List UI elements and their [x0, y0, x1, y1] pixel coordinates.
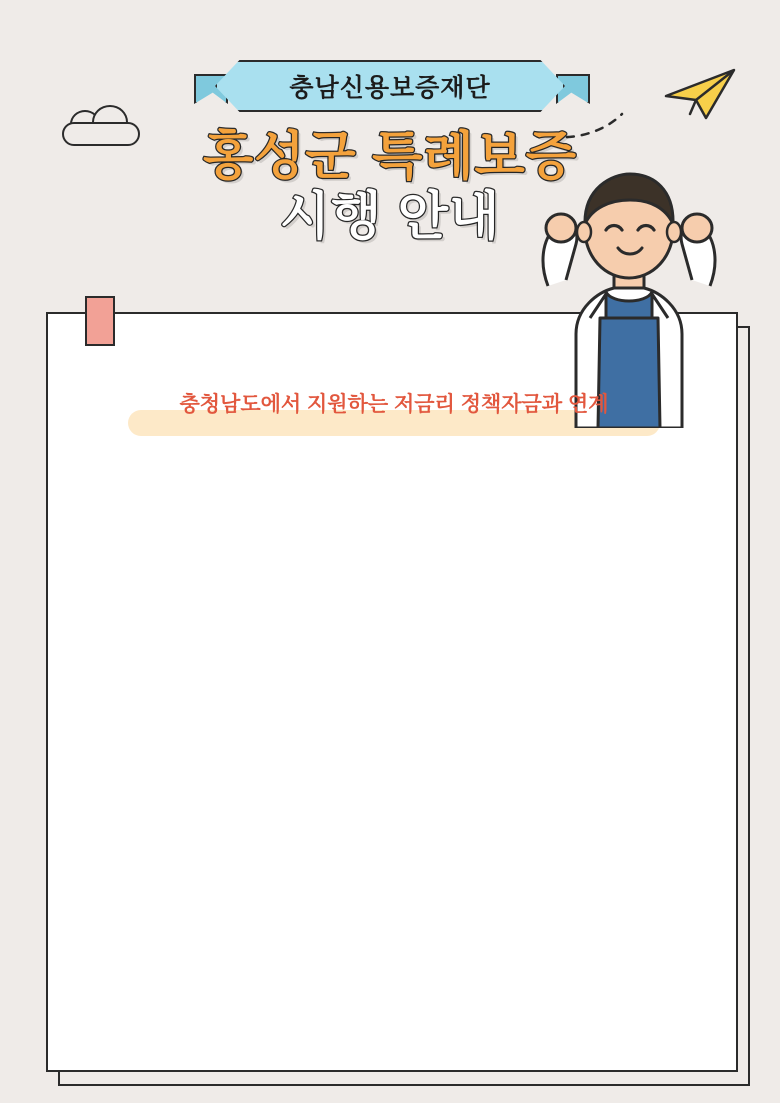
organization-name: 충남신용보증재단 [289, 74, 491, 102]
title-line-1: 홍성군 특례보증 [202, 128, 578, 186]
headline-text: 충청남도에서 지원하는 저금리 정책자금과 연계 [179, 393, 609, 416]
organization-banner [215, 60, 565, 112]
page-title [0, 128, 780, 248]
title-line-2: 시행 안내 [279, 187, 501, 246]
tape-decoration [85, 296, 115, 346]
paper-plane-icon [660, 66, 738, 122]
